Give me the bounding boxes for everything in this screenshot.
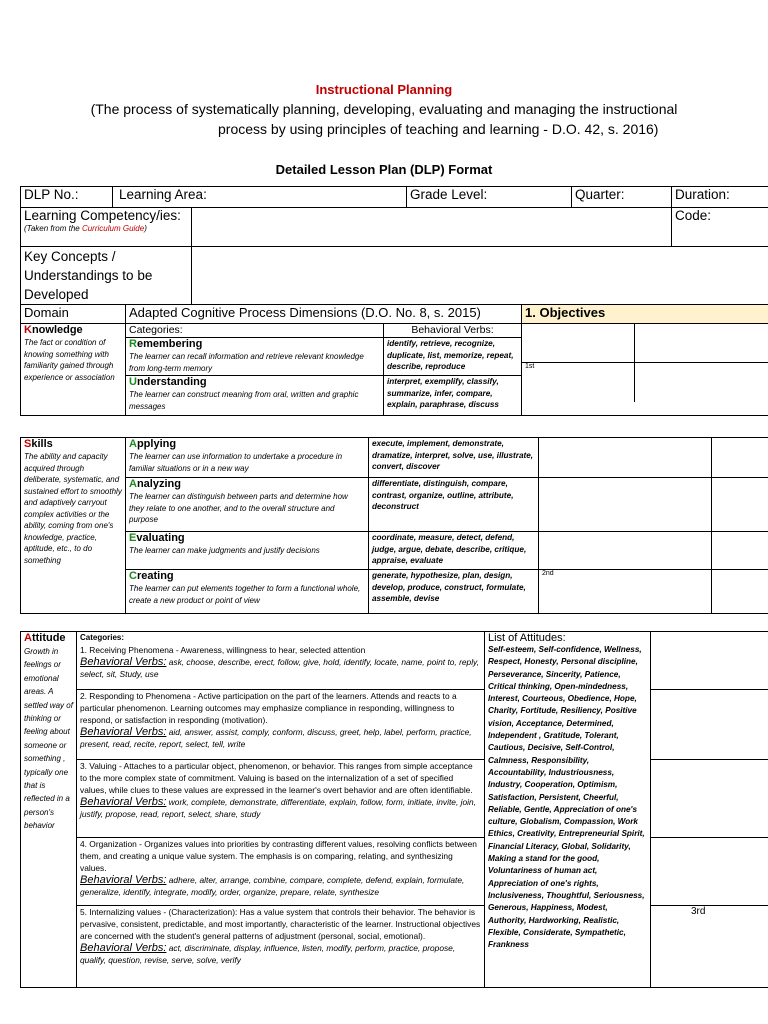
attitude-item-2 — [77, 690, 485, 760]
attitude-item-1-cat: 1. Receiving Phenomena - Awareness, willingness to hear, selected attention — [80, 645, 366, 655]
grade-level-label: Grade Level: — [407, 187, 572, 208]
knowledge-table — [20, 304, 768, 416]
evaluating-category — [126, 532, 369, 570]
objective-attitude-2[interactable] — [651, 690, 768, 760]
quarter-label: Quarter: — [572, 187, 672, 208]
competency-cell — [21, 208, 192, 247]
applying-label: Applying — [129, 438, 177, 450]
attitude-list-cell — [485, 632, 651, 988]
objective-remembering[interactable] — [522, 324, 634, 362]
applying-verbs: execute, implement, demonstrate, dramatize, interpret, solve, use, illustrate, convert, discover — [369, 438, 539, 478]
dlp-header-table — [20, 186, 768, 305]
duration-label: Duration: — [672, 187, 768, 208]
attitude-label: Attitude — [24, 632, 66, 644]
attitude-item-1 — [77, 632, 485, 690]
attitude-table — [20, 631, 768, 988]
knowledge-desc: The fact or condition of knowing something with familiarity gained through experience or association — [24, 338, 115, 382]
objective-applying[interactable] — [539, 438, 712, 478]
learning-area-label: Learning Area: — [113, 187, 407, 208]
knowledge-objectives-cell — [522, 324, 768, 416]
key-concepts-value[interactable] — [192, 247, 768, 305]
skills-label: Skills — [24, 438, 53, 450]
competency-label: Learning Competency/ies: — [24, 208, 181, 223]
analyzing-category — [126, 478, 369, 532]
domain-header: Domain — [21, 305, 126, 324]
attitude-item-1-verbs: Behavioral Verbs: ask, choose, describe, erect, follow, give, hold, identify, locate, name, point to, reply, select, sit, Study, use — [80, 656, 479, 679]
adapted-dimensions-header: Adapted Cognitive Process Dimensions (D.O. No. 8, s. 2015) — [126, 305, 522, 324]
skills-domain-cell — [21, 438, 126, 614]
format-title: Detailed Lesson Plan (DLP) Format — [275, 162, 493, 177]
objectives-header: 1. Objectives — [522, 305, 768, 324]
objective-evaluating-extra[interactable] — [712, 532, 768, 570]
objective-attitude-1[interactable] — [651, 632, 768, 690]
evaluating-desc: The learner can make judgments and justify decisions — [129, 546, 320, 555]
taken-from-note: (Taken from the Curriculum Guide) — [24, 224, 147, 233]
attitude-item-4-verbs: Behavioral Verbs: adhere, alter, arrange, combine, compare, complete, defend, explain, formulate, generalize, identify, integrate, modify, order, organize, prepare, relate, synthesize — [80, 874, 465, 897]
creating-category — [126, 570, 369, 614]
remembering-label: Remembering — [129, 338, 203, 350]
behavioral-verbs-header: Behavioral Verbs: — [384, 324, 522, 338]
applying-desc: The learner can use information to undertake a procedure in familiar situations or in a new way — [129, 452, 343, 473]
attitude-item-2-cat: 2. Responding to Phenomena - Active participation on the part of the learners. Attends and reacts to a particular phenomenon. Learning outcomes may emphasize compliance in responding, willingness to respond, or satisfaction in responding (motivation). — [80, 691, 457, 725]
understanding-verbs: interpret, exemplify, classify, summarize, infer, compare, explain, paraphrase, discuss — [384, 376, 522, 416]
knowledge-label: Knowledge — [24, 324, 83, 336]
objective-attitude-3[interactable] — [651, 760, 768, 838]
skills-ordinal: 2nd — [539, 570, 712, 614]
knowledge-domain-cell — [21, 324, 126, 416]
knowledge-ordinal: 1st — [522, 362, 634, 402]
creating-desc: The learner can put elements together to form a functional whole, create a new product or point of view — [129, 584, 361, 605]
curriculum-guide-link: Curriculum Guide — [81, 224, 145, 233]
dlp-no-label: DLP No.: — [21, 187, 113, 208]
objective-attitude-4[interactable] — [651, 838, 768, 906]
code-label: Code: — [672, 208, 768, 247]
evaluating-label: Evaluating — [129, 532, 185, 544]
attitude-item-4-cat: 4. Organization - Organizes values into priorities by contrasting different values, resolving conflicts between them, and creating a unique value system. The emphasis is on comparing, relating, and synthesizing values. — [80, 839, 477, 873]
creating-label: Creating — [129, 570, 174, 582]
evaluating-verbs: coordinate, measure, detect, defend, judge, argue, debate, describe, critique, appraise, evaluate — [369, 532, 539, 570]
skills-table — [20, 437, 768, 614]
understanding-label: Understanding — [129, 376, 207, 388]
competency-value[interactable] — [192, 208, 672, 247]
attitude-item-5-verbs: Behavioral Verbs: act, discriminate, display, influence, listen, modify, perform, practice, propose, qualify, question, revise, serve, solve, verify — [80, 942, 456, 965]
attitude-item-5-cat: 5. Internalizing values - (Characterization): Has a value system that controls their behavior. The behavior is pervasive, consistent, predictable, and most importantly, characteristic of the learner. Instructional objectives are concerned with the student's general patterns of adjustment (personal, social, emotional). — [80, 907, 481, 941]
understanding-desc: The learner can construct meaning from oral, written and graphic messages — [129, 390, 359, 411]
attitude-list: Self-esteem, Self-confidence, Wellness, Respect, Honesty, Personal discipline, Perseverance, Sincerity, Patience, Critical thinking, Open-mindedness, Interest, Courteous, Obedience, Hope, Charity, Fortitude, Resiliency, Positive vision, Acceptance, Determined, Independent , Gratitude, Tolerant, Cautious, Decisive, Self-Control, Calmness, Responsibility, Accountability, Industriousness, Industry, Cooperation, Optimism, Satisfaction, Persistent, Cheerful, Reliable, Gentle, Appreciation of one's culture, Globalism, Compassion, Work Ethics, Creativity, Entrepreneurial Spirit, Financial Literacy, Global, Solidarity, Making a stand for the good, Voluntariness of human act, Appreciation of one's rights, Inclusiveness, Thoughtful, Seriousness, Generous, Happiness, Modest, Authority, Hardworking, Realistic, Flexible, Considerate, Sympathetic, Frankness — [488, 645, 645, 950]
objective-analyzing-extra[interactable] — [712, 478, 768, 532]
skills-desc: The ability and capacity acquired through deliberate, systematic, and sustained effort to smoothly and adaptively carryout complex activities or the ability, coming from one's knowledge, practice, aptitude, etc., to do something — [24, 452, 122, 565]
objective-understanding-extra[interactable] — [634, 362, 768, 402]
attitude-list-title: List of Attitudes: — [488, 632, 566, 644]
page-title: Instructional Planning — [315, 82, 453, 97]
objective-evaluating[interactable] — [539, 532, 712, 570]
attitude-item-4 — [77, 838, 485, 906]
remembering-desc: The learner can recall information and retrieve relevant knowledge from long-term memory — [129, 352, 364, 373]
subtitle-line-2: process by using principles of teaching and learning - D.O. 42, s. 2016) — [218, 121, 659, 137]
creating-verbs: generate, hypothesize, plan, design, develop, produce, construct, formulate, assemble, devise — [369, 570, 539, 614]
attitude-desc: Growth in feelings or emotional areas. A settled way of thinking or feeling about someone or something , typically one that is reflected in a person's behavior — [24, 647, 73, 831]
attitude-domain-cell — [21, 632, 77, 988]
attitude-ordinal: 3rd — [651, 906, 768, 988]
remembering-category — [126, 338, 384, 376]
objective-analyzing[interactable] — [539, 478, 712, 532]
attitude-item-5 — [77, 906, 485, 988]
attitude-item-3-cat: 3. Valuing - Attaches to a particular object, phenomenon, or behavior. This ranges from simple acceptance to the more complex state of commitment. Valuing is based on the internalization of a set of specified values, while clues to these values are expressed in the learner's overt behavior and are often identifiable. — [80, 761, 473, 795]
applying-category — [126, 438, 369, 478]
attitude-item-3-verbs: Behavioral Verbs: work, complete, demonstrate, differentiate, explain, follow, form, initiate, invite, join, justify, propose, read, report, select, share, study — [80, 796, 476, 819]
attitude-categories-label: Categories: — [80, 633, 125, 642]
attitude-item-2-verbs: Behavioral Verbs: aid, answer, assist, comply, conform, discuss, greet, help, label, perform, practice, present, read, recite, report, select, tell, write — [80, 726, 472, 749]
subtitle-line-1: (The process of systematically planning, developing, evaluating and managing the instructional — [90, 101, 678, 117]
objective-creating-extra[interactable] — [712, 570, 768, 614]
analyzing-verbs: differentiate, distinguish, compare, contrast, organize, outline, attribute, deconstruct — [369, 478, 539, 532]
attitude-item-3 — [77, 760, 485, 838]
objective-applying-extra[interactable] — [712, 438, 768, 478]
analyzing-desc: The learner can distinguish between parts and determine how they relate to one another, and to the overall structure and purpose — [129, 492, 348, 524]
understanding-category — [126, 376, 384, 416]
objective-remembering-extra[interactable] — [634, 324, 768, 362]
key-concepts-label: Key Concepts / Understandings to be Developed — [21, 247, 192, 305]
analyzing-label: Analyzing — [129, 478, 181, 490]
categories-header: Categories: — [126, 324, 384, 338]
remembering-verbs: identify, retrieve, recognize, duplicate, list, memorize, repeat, describe, reproduce — [384, 338, 522, 376]
